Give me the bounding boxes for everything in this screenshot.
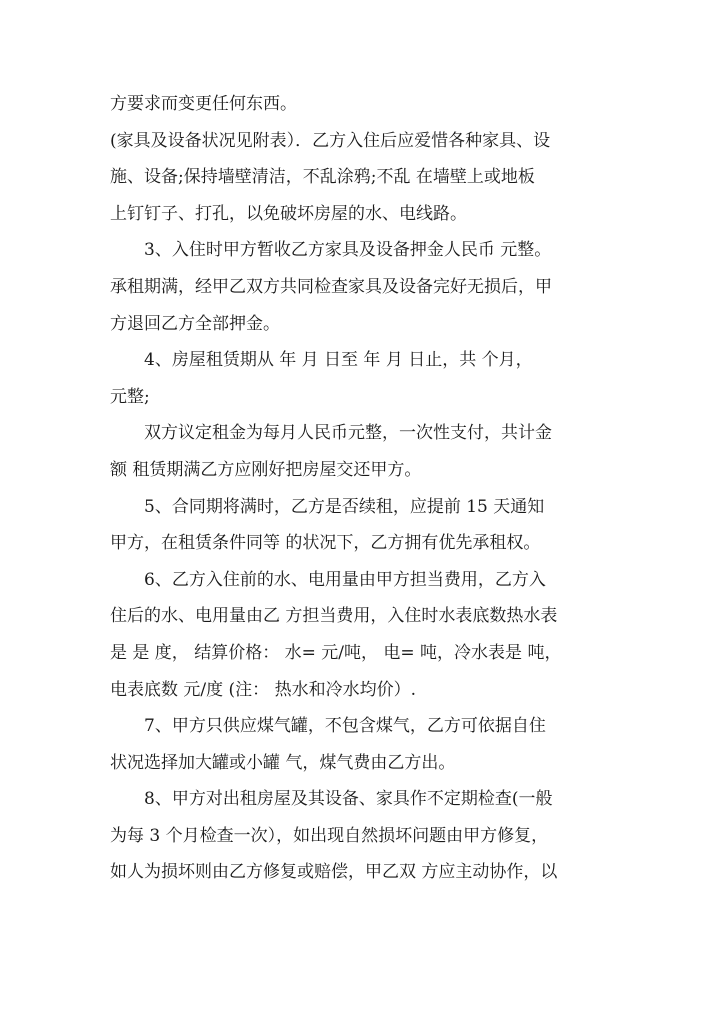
paragraph (110, 562, 610, 708)
text-line: 承租期满，经甲乙双方共同检查家具及设备完好无损后，甲 (110, 276, 552, 297)
text-line: 7、甲方只供应煤气罐，不包含煤气，乙方可依据自住 (144, 716, 546, 737)
text-line: 方要求而变更任何东西。 (110, 94, 297, 114)
paragraph (110, 342, 610, 415)
text-line: 如人为损坏则由乙方修复或赔偿，甲乙双 方应主动协作，以 (110, 862, 558, 883)
text-line: 为每 3 个月检查一次），如出现自然损坏问题由甲方修复， (110, 825, 549, 846)
text-line: 额 租赁期满乙方应刚好把房屋交还甲方。 (110, 459, 422, 480)
text-line: 6、乙方入住前的水、电用量由甲方担当费用，乙方入 (144, 569, 546, 590)
text-line: 电表底数 元/度 (注： 热水和冷水均价）. (110, 679, 416, 700)
paragraph (110, 708, 610, 781)
text-line: 施、设备;保持墙壁清洁，不乱涂鸦;不乱 在墙壁上或地板 (110, 167, 535, 188)
text-line: 8、甲方对出租房屋及其设备、家具作不定期检查(一般 (144, 789, 553, 810)
paragraph (110, 86, 610, 123)
text-line: 5、合同期将满时，乙方是否续租，应提前 15 天通知 (144, 496, 545, 517)
document-page (110, 86, 610, 891)
text-line: 方退回乙方全部押金。 (110, 313, 280, 334)
text-line: 4、房屋租赁期从 年 月 日至 年 月 日止，共 个月， (144, 350, 533, 371)
text-line: 状况选择加大罐或小罐 气，煤气费由乙方出。 (110, 752, 456, 773)
text-line: 元整; (110, 386, 150, 407)
paragraph (110, 781, 610, 891)
paragraph (110, 415, 610, 488)
text-line: 住后的水、电用量由乙 方担当费用，入住时水表底数热水表 (110, 606, 558, 627)
text-line: 3、入住时甲方暂收乙方家具及设备押金人民币 元整。 (144, 240, 552, 261)
paragraph (110, 123, 610, 233)
paragraph (110, 489, 610, 562)
paragraph (110, 232, 610, 342)
text-line: 是 是 度， 结算价格： 水= 元/吨， 电= 吨，冷水表是 吨， (110, 642, 562, 663)
text-line: (家具及设备状况见附表）．乙方入住后应爱惜各种家具、设 (110, 130, 551, 151)
text-line: 甲方，在租赁条件同等 的状况下，乙方拥有优先承租权。 (110, 533, 541, 554)
text-line: 上钉钉子、打孔，以免破坏房屋的水、电线路。 (110, 203, 467, 224)
text-line: 双方议定租金为每月人民币元整，一次性支付，共计金 (144, 423, 552, 444)
